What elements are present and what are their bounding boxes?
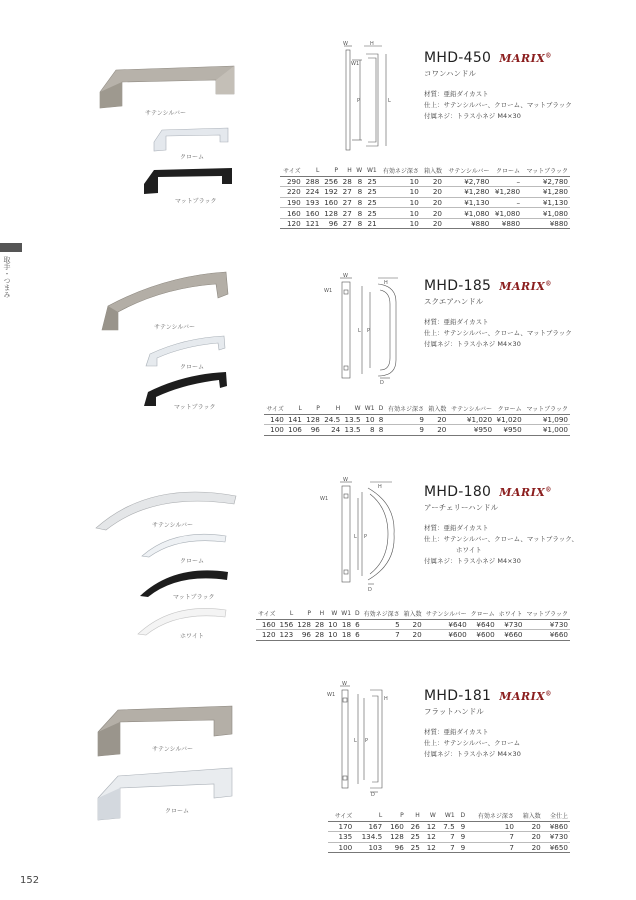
side-category-label: 取手・つまみ (3, 256, 11, 298)
col-header: L (286, 403, 304, 414)
col-header: W (342, 403, 362, 414)
spec-material: 材質：亜鉛ダイカスト (424, 524, 489, 532)
table-cell: 10 (328, 630, 338, 640)
col-header: 箱入数 (516, 810, 543, 821)
spec-material: 材質：亜鉛ダイカスト (424, 90, 489, 98)
photo-label-black: マットブラック (173, 594, 215, 601)
table-cell: 20 (421, 208, 444, 219)
spec-table-mhd-181 (328, 810, 570, 853)
col-header: クローム (491, 165, 522, 176)
dim-label-l: L (354, 738, 357, 744)
table-cell: 10 (467, 821, 516, 832)
table-cell: 10 (379, 208, 421, 219)
table-cell: ¥880 (491, 218, 522, 229)
table-header-row (280, 165, 570, 176)
table-cell: 134.5 (354, 832, 384, 843)
table-row (280, 208, 570, 219)
photo-label-black: マットブラック (174, 404, 216, 411)
table-cell: 25 (406, 842, 422, 853)
table-cell: 8 (354, 208, 364, 219)
table-cell: ¥1,080 (491, 208, 522, 219)
product-name: フラットハンドル (424, 707, 484, 716)
col-header: W (354, 165, 364, 176)
table-cell: 128 (321, 208, 340, 219)
table-cell: 9 (385, 425, 426, 436)
table-row (328, 832, 570, 843)
product-header-mhd-185 (424, 278, 572, 350)
table-cell: 10 (363, 414, 377, 425)
table-cell: ¥730 (497, 619, 525, 630)
table-cell: ¥640 (424, 619, 469, 630)
table-cell: 27 (340, 218, 354, 229)
table-cell: 10 (379, 176, 421, 187)
table-cell: 21 (364, 218, 378, 229)
product-header-mhd-180 (424, 484, 578, 567)
table-header-row (256, 608, 570, 619)
col-header: L (303, 165, 322, 176)
col-header: 有効ネジ深さ (379, 165, 421, 176)
table-cell: 28 (314, 630, 325, 640)
spec-finish: 仕上：サテンシルバー、クローム、マットブラック、 (424, 535, 578, 543)
table-cell: ¥660 (497, 630, 525, 641)
table-cell: ¥1,280 (522, 187, 570, 198)
table-cell: ¥2,780 (444, 176, 491, 187)
product-header-mhd-450 (424, 50, 572, 122)
brand-logo: MARIX® (499, 486, 552, 499)
table-cell: 20 (421, 218, 444, 229)
table-cell: 8 (363, 425, 377, 436)
table-cell: 25 (364, 197, 378, 208)
table-cell: 20 (402, 630, 424, 641)
table-cell: 5 (362, 619, 402, 630)
table-row (264, 425, 570, 436)
table-cell: ¥880 (522, 218, 570, 229)
col-header: P (384, 810, 406, 821)
table-cell: 9 (457, 842, 468, 853)
table-cell: ¥1,020 (448, 414, 494, 425)
photo-label-chrome: クローム (180, 558, 205, 565)
col-header: P (321, 165, 340, 176)
table-cell: 20 (516, 842, 543, 853)
table-cell: 25 (364, 187, 378, 198)
table-cell: 20 (421, 176, 444, 187)
col-header: D (377, 403, 386, 414)
col-header: 箱入数 (421, 165, 444, 176)
spec-material: 材質：亜鉛ダイカスト (424, 318, 489, 326)
dim-label-w: W (343, 41, 348, 47)
table-cell: 18 (339, 630, 353, 641)
table-cell: 10 (379, 218, 421, 229)
table-cell: 192 (321, 187, 340, 198)
col-header: サテンシルバー (448, 403, 494, 414)
table-cell: 27 (340, 187, 354, 198)
table-cell: ¥1,090 (524, 414, 570, 425)
model-number: MHD-185 (424, 278, 492, 294)
table-cell: 96 (304, 425, 322, 436)
photo-label-satin: サテンシルバー (152, 522, 193, 529)
spec-table-mhd-180 (256, 608, 570, 641)
col-header: W1 (438, 810, 457, 821)
table-cell: 290 (280, 176, 303, 187)
dimension-diagram-mhd-185 (322, 272, 404, 384)
col-header: マットブラック (522, 165, 570, 176)
col-header: 箱入数 (426, 403, 448, 414)
table-row (280, 176, 570, 187)
dim-label-d: D (368, 587, 372, 592)
table-cell: 10 (379, 197, 421, 208)
table-cell: 13.5 (342, 414, 362, 425)
col-header: W1 (339, 608, 353, 619)
photo-label-satin: サテンシルバー (152, 746, 193, 753)
table-cell: ¥1,080 (444, 208, 491, 219)
spec-finish-cont: ホワイト (456, 546, 482, 554)
dim-label-w1: W1 (351, 61, 360, 67)
table-header-row (264, 403, 570, 414)
photo-label-satin: サテンシルバー (145, 110, 186, 117)
table-cell: 18 (339, 619, 353, 630)
col-header: L (354, 810, 384, 821)
col-header: P (304, 403, 322, 414)
table-cell: 20 (426, 425, 448, 436)
table-cell: ¥1,280 (491, 187, 522, 198)
dim-label-l: L (358, 328, 361, 334)
dimension-diagram-mhd-181 (326, 680, 394, 796)
table-cell: 7.5 (438, 821, 457, 832)
table-cell: 20 (421, 197, 444, 208)
col-header: マットブラック (524, 403, 570, 414)
col-header: マットブラック (525, 608, 570, 619)
dim-label-h: H (384, 280, 388, 286)
spec-screw: 付属ネジ：トラス小ネジ M4×30 (424, 112, 521, 120)
spec-list (424, 523, 578, 567)
table-cell: 12 (422, 821, 438, 832)
spec-screw: 付属ネジ：トラス小ネジ M4×30 (424, 557, 521, 565)
table-row (256, 619, 570, 630)
table-cell: 25 (406, 832, 422, 843)
table-row (256, 630, 570, 641)
col-header: サイズ (280, 165, 303, 176)
table-cell: 25 (364, 176, 378, 187)
table-cell: ¥1,280 (444, 187, 491, 198)
model-number: MHD-450 (424, 50, 492, 66)
table-cell: ¥1,000 (524, 425, 570, 436)
table-cell: ¥640 (469, 619, 497, 630)
table-cell: ¥600 (469, 630, 497, 641)
table-cell: 8 (354, 197, 364, 208)
spec-list (424, 727, 552, 760)
table-cell: 220 (280, 187, 303, 198)
table-cell: ¥730 (525, 619, 570, 630)
photo-mhd-450-chrome (152, 126, 230, 154)
table-cell: 7 (467, 832, 516, 843)
spec-material: 材質：亜鉛ダイカスト (424, 728, 489, 736)
model-number: MHD-180 (424, 484, 492, 500)
table-cell: 20 (402, 619, 424, 630)
table-cell: 8 (377, 425, 386, 436)
table-cell: 288 (303, 176, 322, 187)
dimension-diagram-mhd-180 (318, 476, 402, 592)
table-cell: 8 (354, 218, 364, 229)
table-cell: 24 (322, 425, 342, 436)
dim-label-d: D (371, 792, 375, 796)
table-cell: – (491, 197, 522, 208)
col-header: H (313, 608, 326, 619)
table-cell: 160 (321, 197, 340, 208)
col-header: 有効ネジ深さ (467, 810, 516, 821)
spec-finish: 仕上：サテンシルバー、クローム、マットブラック (424, 101, 572, 109)
table-cell: 224 (303, 187, 322, 198)
col-header: H (406, 810, 422, 821)
table-cell: ¥950 (448, 425, 494, 436)
table-cell: 7 (438, 832, 457, 843)
table-row (328, 842, 570, 853)
table-cell: 9 (457, 821, 468, 832)
col-header: 有効ネジ深さ (362, 608, 402, 619)
dim-label-h: H (378, 484, 382, 490)
table-cell: – (491, 176, 522, 187)
photo-label-chrome: クローム (165, 808, 190, 815)
table-cell: 96 (384, 842, 406, 853)
table-cell: 12 (422, 832, 438, 843)
table-cell: 141 (286, 414, 304, 425)
dim-label-w1: W1 (320, 496, 329, 502)
table-cell: 193 (303, 197, 322, 208)
product-name: コワンハンドル (424, 69, 476, 78)
col-header: サイズ (264, 403, 286, 414)
table-cell: 6 (353, 619, 362, 630)
side-tab-marker (0, 243, 22, 252)
table-header-row (328, 810, 570, 821)
dim-label-p: P (364, 534, 368, 540)
product-header-mhd-181 (424, 688, 552, 760)
dim-label-w: W (343, 477, 348, 483)
table-cell: 8 (354, 187, 364, 198)
table-cell: 8 (377, 414, 386, 425)
table-cell: ¥1,080 (522, 208, 570, 219)
dim-label-w1: W1 (324, 288, 333, 294)
col-header: W1 (364, 165, 378, 176)
table-cell: ¥650 (543, 842, 570, 853)
col-header: W (326, 608, 339, 619)
table-cell: 24.5 (322, 414, 342, 425)
brand-logo: MARIX® (499, 280, 552, 293)
table-row (280, 187, 570, 198)
col-header: クローム (494, 403, 524, 414)
spec-table-mhd-450 (280, 165, 570, 229)
table-cell: 10 (379, 187, 421, 198)
col-header: D (353, 608, 362, 619)
product-name: スクエアハンドル (424, 297, 484, 306)
model-number: MHD-181 (424, 688, 492, 704)
col-header: H (322, 403, 342, 414)
col-header: 全仕上 (543, 810, 570, 821)
table-cell: 120 (280, 218, 303, 229)
table-cell: 160 (384, 821, 406, 832)
photo-label-white: ホワイト (180, 633, 204, 640)
dim-label-p: P (367, 328, 371, 334)
table-row (328, 821, 570, 832)
table-cell: ¥1,130 (522, 197, 570, 208)
table-cell: 103 (354, 842, 384, 853)
col-header: 有効ネジ深さ (385, 403, 426, 414)
photo-label-satin: サテンシルバー (154, 324, 195, 331)
table-cell: 96 (321, 218, 340, 229)
table-cell: 9 (385, 414, 426, 425)
table-cell: ¥1,020 (494, 414, 524, 425)
table-cell: ¥660 (525, 630, 570, 641)
col-header: サテンシルバー (444, 165, 491, 176)
brand-logo: MARIX® (499, 52, 552, 65)
photo-mhd-450-black (142, 166, 234, 198)
dim-label-w: W (343, 273, 348, 279)
page-number: 152 (20, 875, 40, 886)
table-row (264, 414, 570, 425)
spec-list (424, 89, 572, 122)
table-cell: 28 (314, 619, 325, 629)
col-header: サイズ (328, 810, 354, 821)
table-cell: ¥730 (543, 832, 570, 843)
table-cell: 160 (280, 208, 303, 219)
col-header: L (278, 608, 296, 619)
table-cell: 120 (256, 630, 278, 641)
table-cell: 27 (340, 197, 354, 208)
table-cell: 20 (421, 187, 444, 198)
table-cell: 13.5 (342, 425, 362, 436)
dim-label-h: H (370, 41, 374, 47)
table-cell: 123 (279, 630, 294, 640)
table-cell: 20 (426, 414, 448, 425)
photo-mhd-180-chrome (140, 530, 228, 558)
dim-label-w1: W1 (327, 692, 336, 698)
table-cell: 20 (516, 832, 543, 843)
table-cell: 170 (328, 821, 354, 832)
product-name: アーチェリーハンドル (424, 503, 499, 512)
table-cell: ¥880 (444, 218, 491, 229)
table-cell: 20 (516, 821, 543, 832)
table-cell: 100 (328, 842, 354, 853)
dim-label-w: W (342, 681, 347, 687)
table-row (280, 197, 570, 208)
table-cell: 160 (303, 208, 322, 219)
table-cell: 27 (340, 208, 354, 219)
dim-label-p: P (365, 738, 369, 744)
col-header: 箱入数 (402, 608, 424, 619)
spec-screw: 付属ネジ：トラス小ネジ M4×30 (424, 340, 521, 348)
table-cell: ¥860 (543, 821, 570, 832)
dim-label-d: D (380, 380, 384, 384)
brand-logo: MARIX® (499, 690, 552, 703)
col-header: W1 (363, 403, 377, 414)
table-cell: 128 (304, 414, 322, 425)
table-cell: 25 (364, 208, 378, 219)
table-row (280, 218, 570, 229)
col-header: サテンシルバー (424, 608, 469, 619)
col-header: P (295, 608, 313, 619)
table-cell: 256 (321, 176, 340, 187)
table-cell: ¥1,130 (444, 197, 491, 208)
table-cell: 190 (280, 197, 303, 208)
table-cell: 28 (340, 176, 354, 187)
table-cell: 160 (256, 619, 278, 630)
table-cell: 96 (295, 630, 313, 641)
dim-label-l: L (388, 98, 391, 104)
spec-screw: 付属ネジ：トラス小ネジ M4×30 (424, 750, 521, 758)
table-cell: 167 (354, 821, 384, 832)
table-cell: 106 (286, 425, 304, 436)
photo-label-chrome: クローム (180, 364, 205, 371)
dim-label-l: L (354, 534, 357, 540)
table-cell: ¥600 (424, 630, 469, 641)
col-header: H (340, 165, 354, 176)
col-header: サイズ (256, 608, 278, 619)
dimension-diagram-mhd-450 (338, 40, 396, 158)
dim-label-p: P (357, 98, 361, 104)
table-cell: 12 (422, 842, 438, 853)
dim-label-h: H (384, 696, 388, 702)
col-header: ホワイト (497, 608, 525, 619)
table-cell: 128 (384, 832, 406, 843)
table-cell: 128 (297, 619, 311, 629)
table-cell: 156 (279, 619, 294, 629)
table-cell: 7 (362, 630, 402, 641)
table-cell: 121 (303, 218, 322, 229)
table-cell: 7 (438, 842, 457, 853)
spec-finish: 仕上：サテンシルバー、クローム (424, 739, 521, 747)
table-cell: 100 (264, 425, 286, 436)
spec-list (424, 317, 572, 350)
table-cell: 140 (264, 414, 286, 425)
spec-table-mhd-185 (264, 403, 570, 436)
table-cell: ¥950 (494, 425, 524, 436)
table-cell: ¥2,780 (522, 176, 570, 187)
table-cell: 10 (328, 619, 338, 629)
table-cell: 9 (457, 832, 468, 843)
table-cell: 26 (406, 821, 422, 832)
col-header: W (422, 810, 438, 821)
photo-label-black: マットブラック (175, 198, 217, 205)
table-cell: 7 (467, 842, 516, 853)
col-header: クローム (469, 608, 497, 619)
spec-finish: 仕上：サテンシルバー、クローム、マットブラック (424, 329, 572, 337)
table-cell: 8 (354, 176, 364, 187)
photo-label-chrome: クローム (180, 154, 205, 161)
col-header: D (457, 810, 468, 821)
table-cell: 135 (328, 832, 354, 843)
table-cell: 6 (353, 630, 362, 641)
